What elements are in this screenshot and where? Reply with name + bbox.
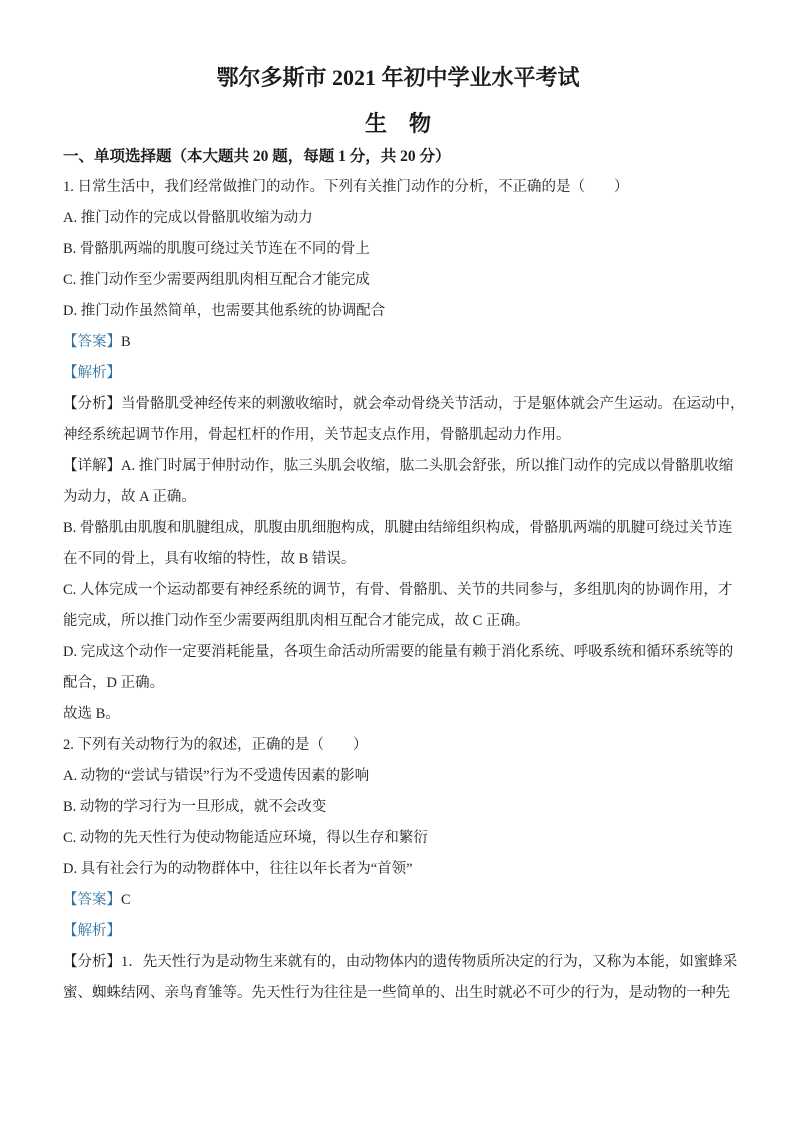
question-2-option-d: D. 具有社会行为的动物群体中，往往以年长者为“首领”	[63, 861, 413, 877]
question-1-option-a: A. 推门动作的完成以骨骼肌收缩为动力	[63, 210, 313, 226]
question-2-option-b: B. 动物的学习行为一旦形成，就不会改变	[63, 799, 327, 815]
question-2-explanation-line: 【分析】1．先天性行为是动物生来就有的，由动物体内的遗传物质所决定的行为，又称为本能，如蜜蜂采	[63, 954, 738, 970]
question-1-explanation-line: D. 完成这个动作一定要消耗能量，各项生命活动所需要的能量有赖于消化系统、呼吸系统和循环系统等的	[63, 644, 734, 660]
exam-subject-title: 生 物	[364, 111, 431, 136]
question-1-explanation-line: 在不同的骨上，具有收缩的特性，故 B 错误。	[63, 551, 356, 567]
analysis-label: 【解析】	[63, 365, 121, 381]
question-1-stem: 1. 日常生活中，我们经常做推门的动作。下列有关推门动作的分析，不正确的是（ ）	[63, 179, 629, 195]
question-2-stem: 2. 下列有关动物行为的叙述，正确的是（ ）	[63, 737, 368, 753]
questions-area	[63, 172, 745, 1009]
section-heading: 一、单项选择题（本大题共 20 题，每题 1 分，共 20 分）	[63, 148, 451, 165]
question-2-option-a: A. 动物的“尝试与错误”行为不受遗传因素的影响	[63, 768, 370, 784]
analysis-label: 【解析】	[63, 923, 121, 939]
question-2-option-c: C. 动物的先天性行为使动物能适应环境，得以生存和繁衍	[63, 830, 428, 846]
question-1-explanation-line: 神经系统起调节作用，骨起杠杆的作用，关节起支点作用，骨骼肌起动力作用。	[63, 427, 571, 443]
question-1-explanation-line: 【详解】A. 推门时属于伸肘动作，肱三头肌会收缩，肱二头肌会舒张，所以推门动作的完成以骨骼肌收缩	[63, 458, 734, 474]
question-1-explanation-line: 为动力，故 A 正确。	[63, 489, 196, 505]
question-1-explanation-line: 配合，D 正确。	[63, 675, 165, 691]
question-1-explanation-line: C. 人体完成一个运动都要有神经系统的调节，有骨、骨骼肌、关节的共同参与，多组肌肉的协调作用，才	[63, 582, 733, 598]
question-1-explanation-line: 能完成，所以推门动作至少需要两组肌肉相互配合才能完成，故 C 正确。	[63, 613, 530, 629]
question-2-analysis-label-line	[63, 916, 733, 947]
question-2-explanation-line: 蜜、蜘蛛结网、亲鸟育雏等。先天性行为往往是一些简单的、出生时就必不可少的行为，是动物的一种先	[63, 985, 730, 1001]
question-2-answer-line	[63, 885, 733, 916]
exam-title: 鄂尔多斯市 2021 年初中学业水平考试	[216, 65, 580, 90]
question-1-answer-line	[63, 327, 733, 358]
question-1-answer-value: B	[121, 334, 131, 350]
question-1-explanation-line: B. 骨骼肌由肌腹和肌腱组成，肌腹由肌细胞构成，肌腱由结缔组织构成，骨骼肌两端的肌腱可绕过关节连	[63, 520, 733, 536]
question-1-option-b: B. 骨骼肌两端的肌腹可绕过关节连在不同的骨上	[63, 241, 370, 257]
question-1-analysis-label-line	[63, 358, 733, 389]
answer-label: 【答案】	[63, 892, 121, 908]
question-2-answer-value: C	[121, 892, 131, 908]
question-1-option-d: D. 推门动作虽然简单，也需要其他系统的协调配合	[63, 303, 386, 319]
question-1-option-c: C. 推门动作至少需要两组肌肉相互配合才能完成	[63, 272, 370, 288]
question-1-explanation-line: 【分析】当骨骼肌受神经传来的刺激收缩时，就会牵动骨绕关节活动，于是躯体就会产生运动。在运动中，	[63, 396, 745, 412]
answer-label: 【答案】	[63, 334, 121, 350]
question-1-conclusion-line: 故选 B。	[63, 706, 120, 722]
